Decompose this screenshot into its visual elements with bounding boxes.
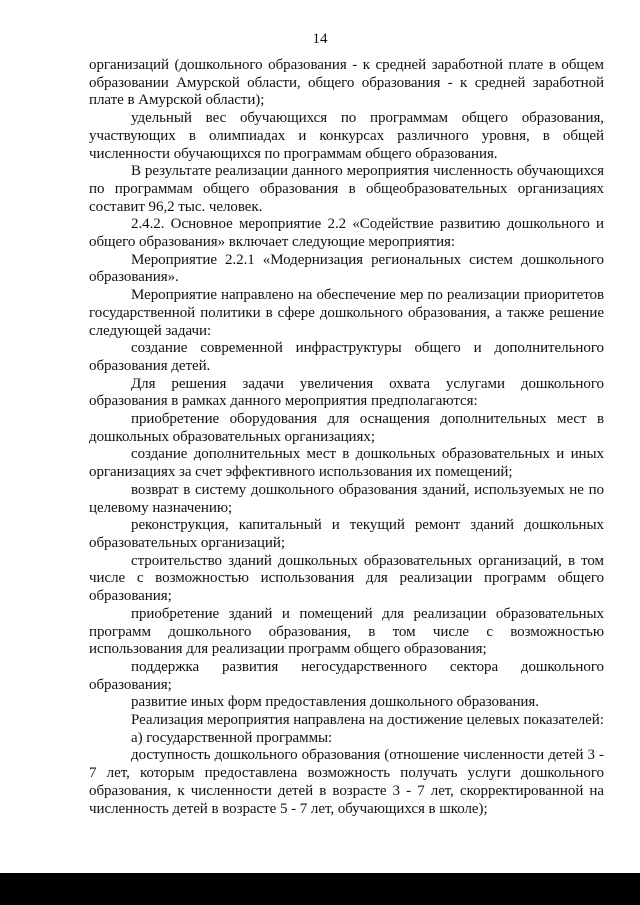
paragraph-7: создание современной инфраструктуры общего и дополнительного образования детей. <box>89 340 604 374</box>
paragraph-16: развитие иных форм предоставления дошкольного образования. <box>131 694 539 711</box>
paragraph-11: возврат в систему дошкольного образования зданий, используемых не по целевому назначению; <box>89 481 604 516</box>
paragraph-13: строительство зданий дошкольных образовательных организаций, в том числе с возможностью использования для реализации программ общего образования; <box>89 552 604 605</box>
paragraph-17: Реализация мероприятия направлена на достижение целевых показателей: <box>131 712 604 729</box>
paragraph-15: поддержка развития негосударственного сектора дошкольного образования; <box>89 658 604 693</box>
paragraph-4: 2.4.2. Основное мероприятие 2.2 «Содействие развитию дошкольного и общего образования» включает следующие мероприятия: <box>89 216 604 251</box>
paragraph-12: реконструкция, капитальный и текущий ремонт зданий дошкольных образовательных организаций; <box>89 517 604 551</box>
paragraph-1: организаций (дошкольного образования - к средней заработной плате в общем образовании Амурской области, общего образования - к средней заработной плате в Амурской области); <box>89 57 604 109</box>
scan-border-bottom <box>0 873 640 905</box>
paragraph-19: доступность дошкольного образования (отношение численности детей 3 - 7 лет, которым предоставлена возможность получать услуги дошкольного образования, к численности детей в возрасте 3 - 7 лет, скорректированной на численность детей в возрасте 5 - 7 лет, обучающихся в школе); <box>89 747 604 817</box>
paragraph-9: приобретение оборудования для оснащения дополнительных мест в дошкольных образовательных организациях; <box>89 411 604 445</box>
paragraph-5: Мероприятие 2.2.1 «Модернизация региональных систем дошкольного образования». <box>89 251 604 286</box>
paragraph-8: Для решения задачи увеличения охвата услугами дошкольного образования в рамках данного мероприятия предполагаются: <box>89 375 604 410</box>
paragraph-18: а) государственной программы: <box>131 729 333 746</box>
paragraph-14: приобретение зданий и помещений для реализации образовательных программ дошкольного образования, в том числе с возможностью использования для реализации программ общего образования; <box>89 605 604 658</box>
paragraph-2: удельный вес обучающихся по программам общего образования, участвующих в олимпиадах и конкурсах различного уровня, в общей численности обучающихся по программам общего образования. <box>89 110 604 162</box>
paragraph-10: создание дополнительных мест в дошкольных образовательных и иных организациях за счет эффективного использования их помещений; <box>89 446 604 481</box>
paragraph-3: В результате реализации данного мероприятия численность обучающихся по программам общего образования в общеобразовательных организациях составит 96,2 тыс. человек. <box>89 163 604 215</box>
page-number: 14 <box>312 31 328 47</box>
document-body <box>89 57 604 818</box>
paragraph-6: Мероприятие направлено на обеспечение мер по реализации приоритетов государственной политики в сфере дошкольного образования, а также решение следующей задачи: <box>89 287 604 339</box>
